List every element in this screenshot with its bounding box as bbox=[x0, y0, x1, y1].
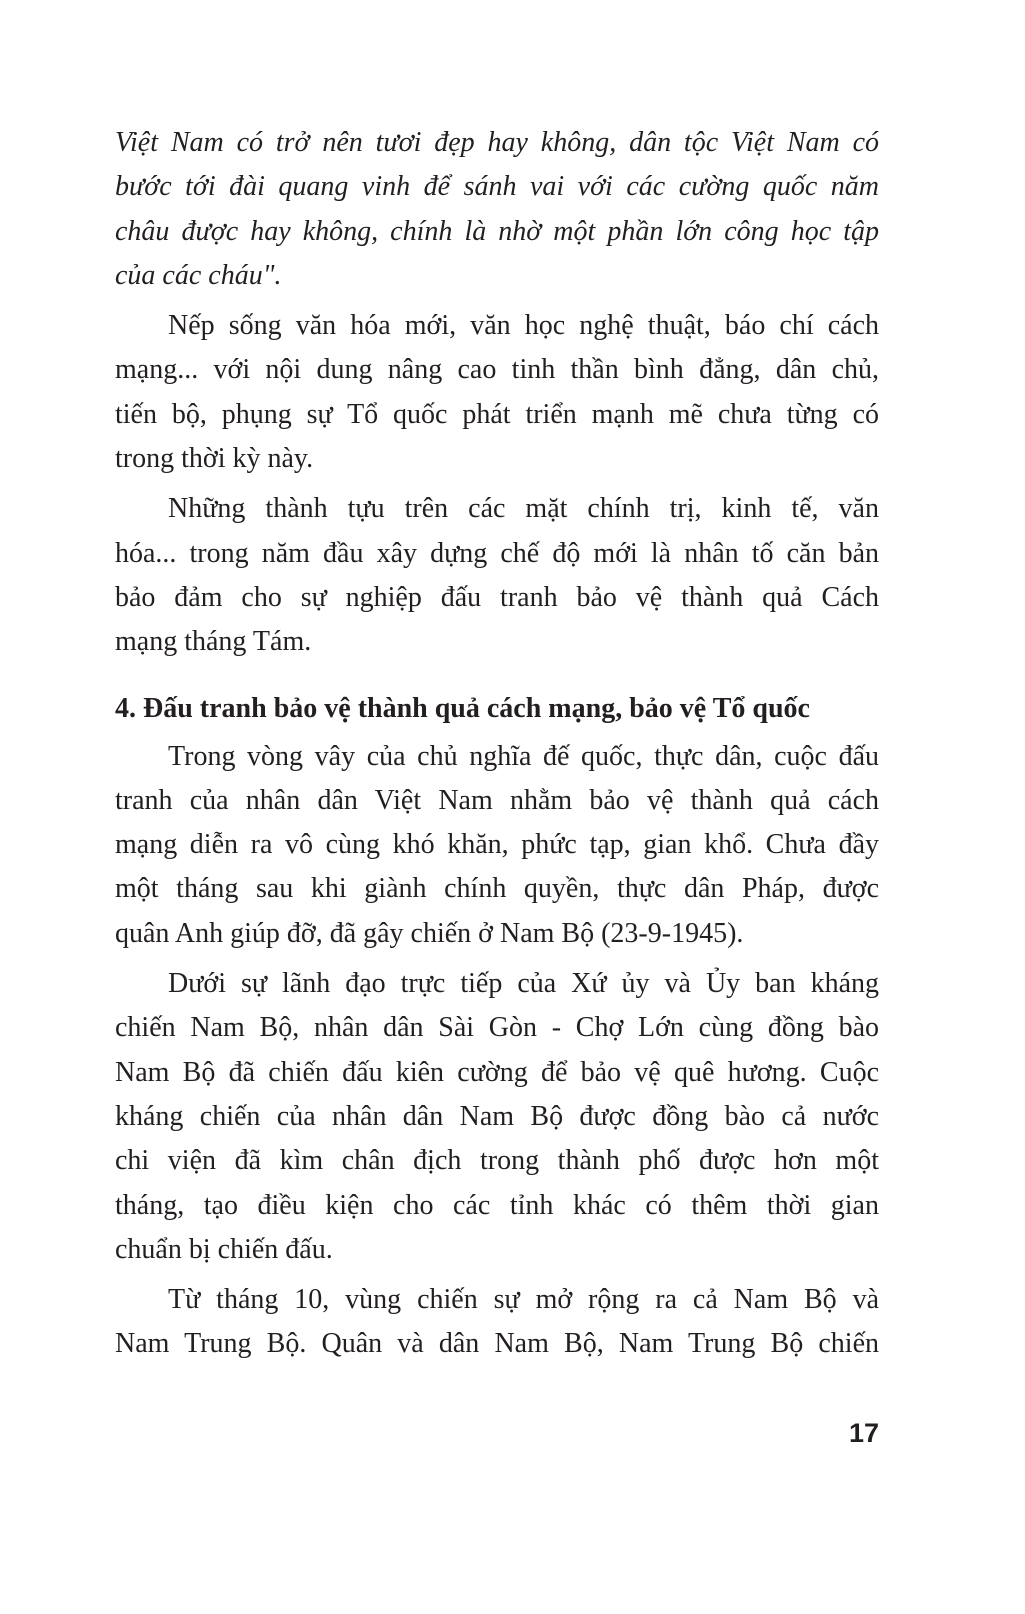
text-line: trong thời kỳ này. bbox=[115, 443, 314, 475]
text-line: Nam Bộ đã chiến đấu kiên cường để bảo vệ quê hương. Cuộc bbox=[115, 1056, 879, 1088]
text-line: bảo đảm cho sự nghiệp đấu tranh bảo vệ thành quả Cách bbox=[115, 581, 879, 613]
text-line: một tháng sau khi giành chính quyền, thực dân Pháp, được bbox=[115, 873, 879, 905]
text-line: tháng, tạo điều kiện cho các tỉnh khác có thêm thời gian bbox=[115, 1189, 879, 1221]
text-line: mạng diễn ra vô cùng khó khăn, phức tạp, gian khổ. Chưa đầy bbox=[115, 829, 879, 861]
text-line: hóa... trong năm đầu xây dựng chế độ mới là nhân tố căn bản bbox=[115, 537, 879, 569]
text-line: Dưới sự lãnh đạo trực tiếp của Xứ ủy và Ủy ban kháng bbox=[168, 968, 879, 1000]
text-line: kháng chiến của nhân dân Nam Bộ được đồng bào cả nước bbox=[115, 1100, 879, 1132]
text-line: của các cháu". bbox=[115, 259, 282, 291]
text-line: Trong vòng vây của chủ nghĩa đế quốc, thực dân, cuộc đấu bbox=[168, 740, 879, 772]
text-line: mạng... với nội dung nâng cao tinh thần bình đẳng, dân chủ, bbox=[115, 354, 879, 386]
text-line: mạng tháng Tám. bbox=[115, 626, 312, 658]
section-heading: 4. Đấu tranh bảo vệ thành quả cách mạng, bảo vệ Tổ quốc bbox=[115, 692, 810, 724]
text-line: tiến bộ, phụng sự Tổ quốc phát triển mạnh mẽ chưa từng có bbox=[115, 398, 879, 430]
text-line: Việt Nam có trở nên tươi đẹp hay không, dân tộc Việt Nam có bbox=[115, 127, 879, 158]
text-line: bước tới đài quang vinh để sánh vai với các cường quốc năm bbox=[115, 171, 879, 203]
text-line: Từ tháng 10, vùng chiến sự mở rộng ra cả Nam Bộ và bbox=[168, 1284, 879, 1316]
text-line: châu được hay không, chính là nhờ một phần lớn công học tập bbox=[115, 215, 879, 247]
text-line: quân Anh giúp đỡ, đã gây chiến ở Nam Bộ (23-9-1945). bbox=[115, 917, 744, 949]
text-line: Những thành tựu trên các mặt chính trị, kinh tế, văn bbox=[168, 493, 879, 525]
text-line: chiến Nam Bộ, nhân dân Sài Gòn - Chợ Lớn cùng đồng bào bbox=[115, 1012, 879, 1044]
quote-paragraph bbox=[115, 121, 879, 298]
paragraph bbox=[115, 735, 879, 956]
text-line: tranh của nhân dân Việt Nam nhằm bảo vệ thành quả cách bbox=[115, 784, 879, 816]
paragraph bbox=[115, 304, 879, 481]
page-body bbox=[115, 121, 879, 1373]
paragraph bbox=[115, 487, 879, 664]
text-line: Nam Trung Bộ. Quân và dân Nam Bộ, Nam Trung Bộ chiến bbox=[115, 1328, 879, 1360]
page-number: 17 bbox=[848, 1418, 879, 1448]
text-line: chuẩn bị chiến đấu. bbox=[115, 1233, 333, 1265]
paragraph bbox=[115, 1278, 879, 1367]
text-line: chi viện đã kìm chân địch trong thành phố được hơn một bbox=[115, 1145, 879, 1177]
text-line: Nếp sống văn hóa mới, văn học nghệ thuật, báo chí cách bbox=[168, 310, 879, 342]
paragraph bbox=[115, 962, 879, 1272]
